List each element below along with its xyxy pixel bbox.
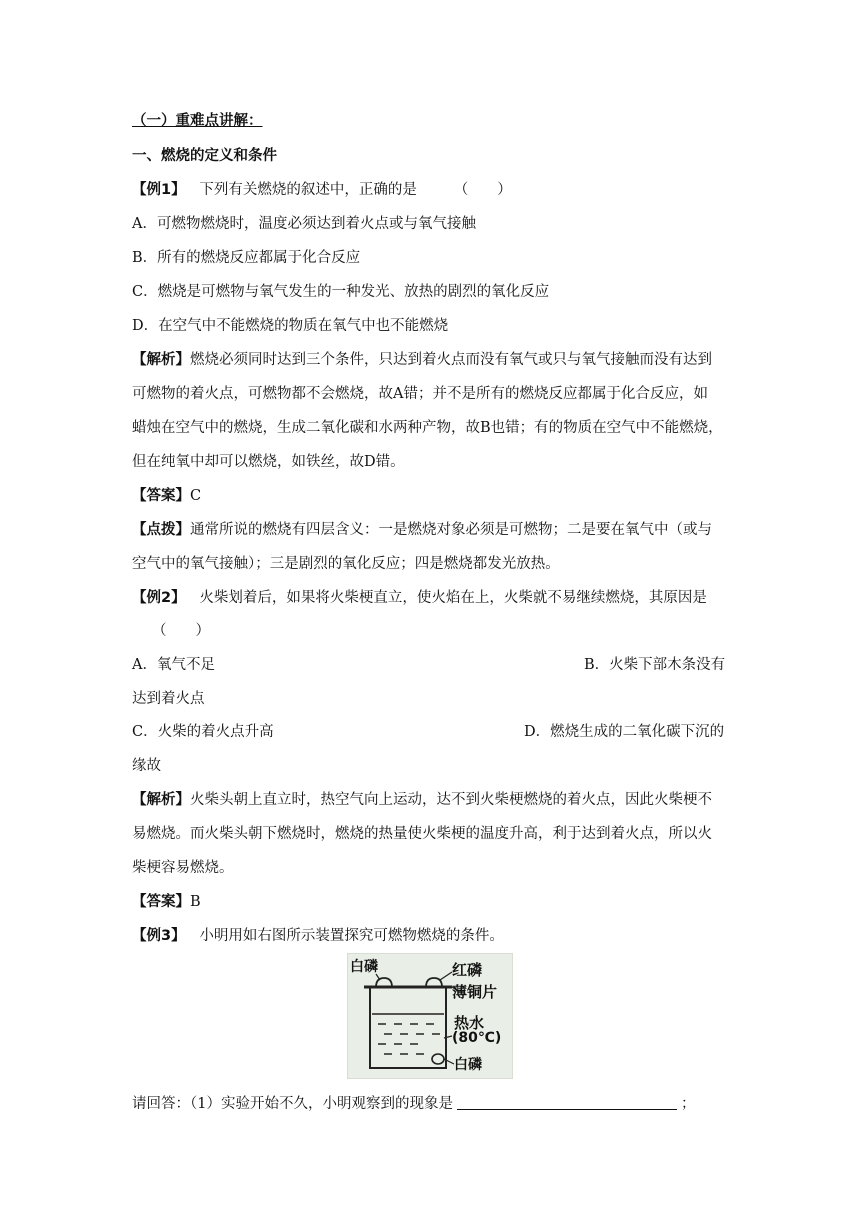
topic-heading: 一、燃烧的定义和条件 (132, 148, 277, 164)
white-phosphorus-water (432, 1054, 444, 1064)
example-2-tag: 【例2】 (132, 590, 186, 606)
analysis-1-line-1 (132, 350, 712, 370)
option-b-2: B．火柴下部木条没有 (584, 657, 726, 673)
example-3-tag: 【例3】 (132, 928, 186, 944)
beaker-outline (370, 988, 446, 1068)
analysis-2-line-2: 易燃烧。而火柴头朝下燃烧时，燃烧的热量使火柴梗的温度升高，利于达到着火点，所以火 (132, 826, 712, 842)
answer-1 (132, 486, 201, 506)
example-2-stem: 火柴划着后，如果将火柴梗直立，使火焰在上，火柴就不易继续燃烧，其原因是 (199, 590, 707, 606)
example-1-tag: 【例1】 (132, 182, 186, 198)
label-white-phosphorus-top: 白磷 (350, 959, 378, 975)
label-temperature: (80℃) (452, 1030, 502, 1046)
section-heading: （一）重难点讲解： (132, 113, 263, 129)
option-b: B．所有的燃烧反应都属于化合反应 (132, 250, 361, 266)
analysis-tag: 【解析】 (132, 352, 190, 368)
analysis-text: 燃烧必须同时达到三个条件，只达到着火点而没有氧气或只与氧气接触而没有达到 (190, 352, 712, 368)
question-end: ； (680, 1096, 696, 1112)
analysis-text-2: 火柴头朝上直立时，热空气向上运动，达不到火柴梗燃烧的着火点，因此火柴梗不 (190, 792, 712, 808)
answer-value: C (190, 488, 202, 504)
answer-tag: 【答案】 (132, 488, 190, 504)
analysis-1-line-3: 蜡烛在空气中的燃烧，生成二氧化碳和水两种产物，故B也错；有的物质在空气中不能燃烧， (132, 420, 723, 436)
answer-tag-2: 【答案】 (132, 894, 190, 910)
apparatus-figure (347, 953, 513, 1079)
example-1-question (132, 180, 512, 200)
example-2-question (132, 588, 707, 608)
question-line (132, 1094, 695, 1114)
option-d: D．在空气中不能燃烧的物质在氧气中也不能燃烧 (132, 318, 449, 334)
water-dashes (378, 1024, 440, 1054)
option-d-2-cont: 缘故 (132, 758, 161, 774)
option-d-2: D．燃烧生成的二氧化碳下沉的 (524, 724, 725, 740)
answer-blank[interactable] (457, 1094, 677, 1110)
analysis-tag-2: 【解析】 (132, 792, 190, 808)
answer-paren: （ ） (453, 182, 512, 198)
answer-2 (132, 892, 201, 912)
option-c-2: C．火柴的着火点升高 (132, 724, 274, 740)
option-b-2-cont: 达到着火点 (132, 691, 205, 707)
label-red-phosphorus: 红磷 (452, 961, 483, 979)
option-a-2: A．氧气不足 (132, 657, 215, 673)
example-1-stem: 下列有关燃烧的叙述中，正确的是 (199, 182, 417, 198)
tip-tag: 【点拨】 (132, 522, 190, 538)
option-a: A．可燃物燃烧时，温度必须达到着火点或与氧气接触 (132, 216, 476, 232)
option-c: C．燃烧是可燃物与氧气发生的一种发光、放热的剧烈的氧化反应 (132, 284, 550, 300)
answer-paren-2: （ ） (152, 623, 210, 639)
label-hot-water: 热水 (454, 1014, 485, 1032)
question-prompt: 请回答：（1）实验开始不久，小明观察到的现象是 (132, 1096, 453, 1112)
analysis-2-line-1 (132, 790, 712, 810)
tip-line-2: 空气中的氧气接触）；三是剧烈的氧化反应；四是燃烧都发光放热。 (132, 556, 560, 572)
label-copper-sheet: 薄铜片 (452, 983, 498, 1001)
answer-value-2: B (190, 894, 201, 910)
analysis-1-line-2: 可燃物的着火点，可燃物都不会燃烧，故A错；并不是所有的燃烧反应都属于化合反应，如 (132, 386, 708, 402)
analysis-1-line-4: 但在纯氧中却可以燃烧，如铁丝，故D错。 (132, 454, 405, 470)
example-3-question (132, 926, 504, 946)
tip-line-1 (132, 520, 712, 540)
example-3-stem: 小明用如右图所示装置探究可燃物燃烧的条件。 (199, 928, 504, 944)
label-white-phosphorus-water: 白磷 (454, 1057, 482, 1073)
analysis-2-line-3: 柴梗容易燃烧。 (132, 860, 234, 876)
tip-text: 通常所说的燃烧有四层含义：一是燃烧对象必须是可燃物；二是要在氧气中（或与 (190, 522, 712, 538)
